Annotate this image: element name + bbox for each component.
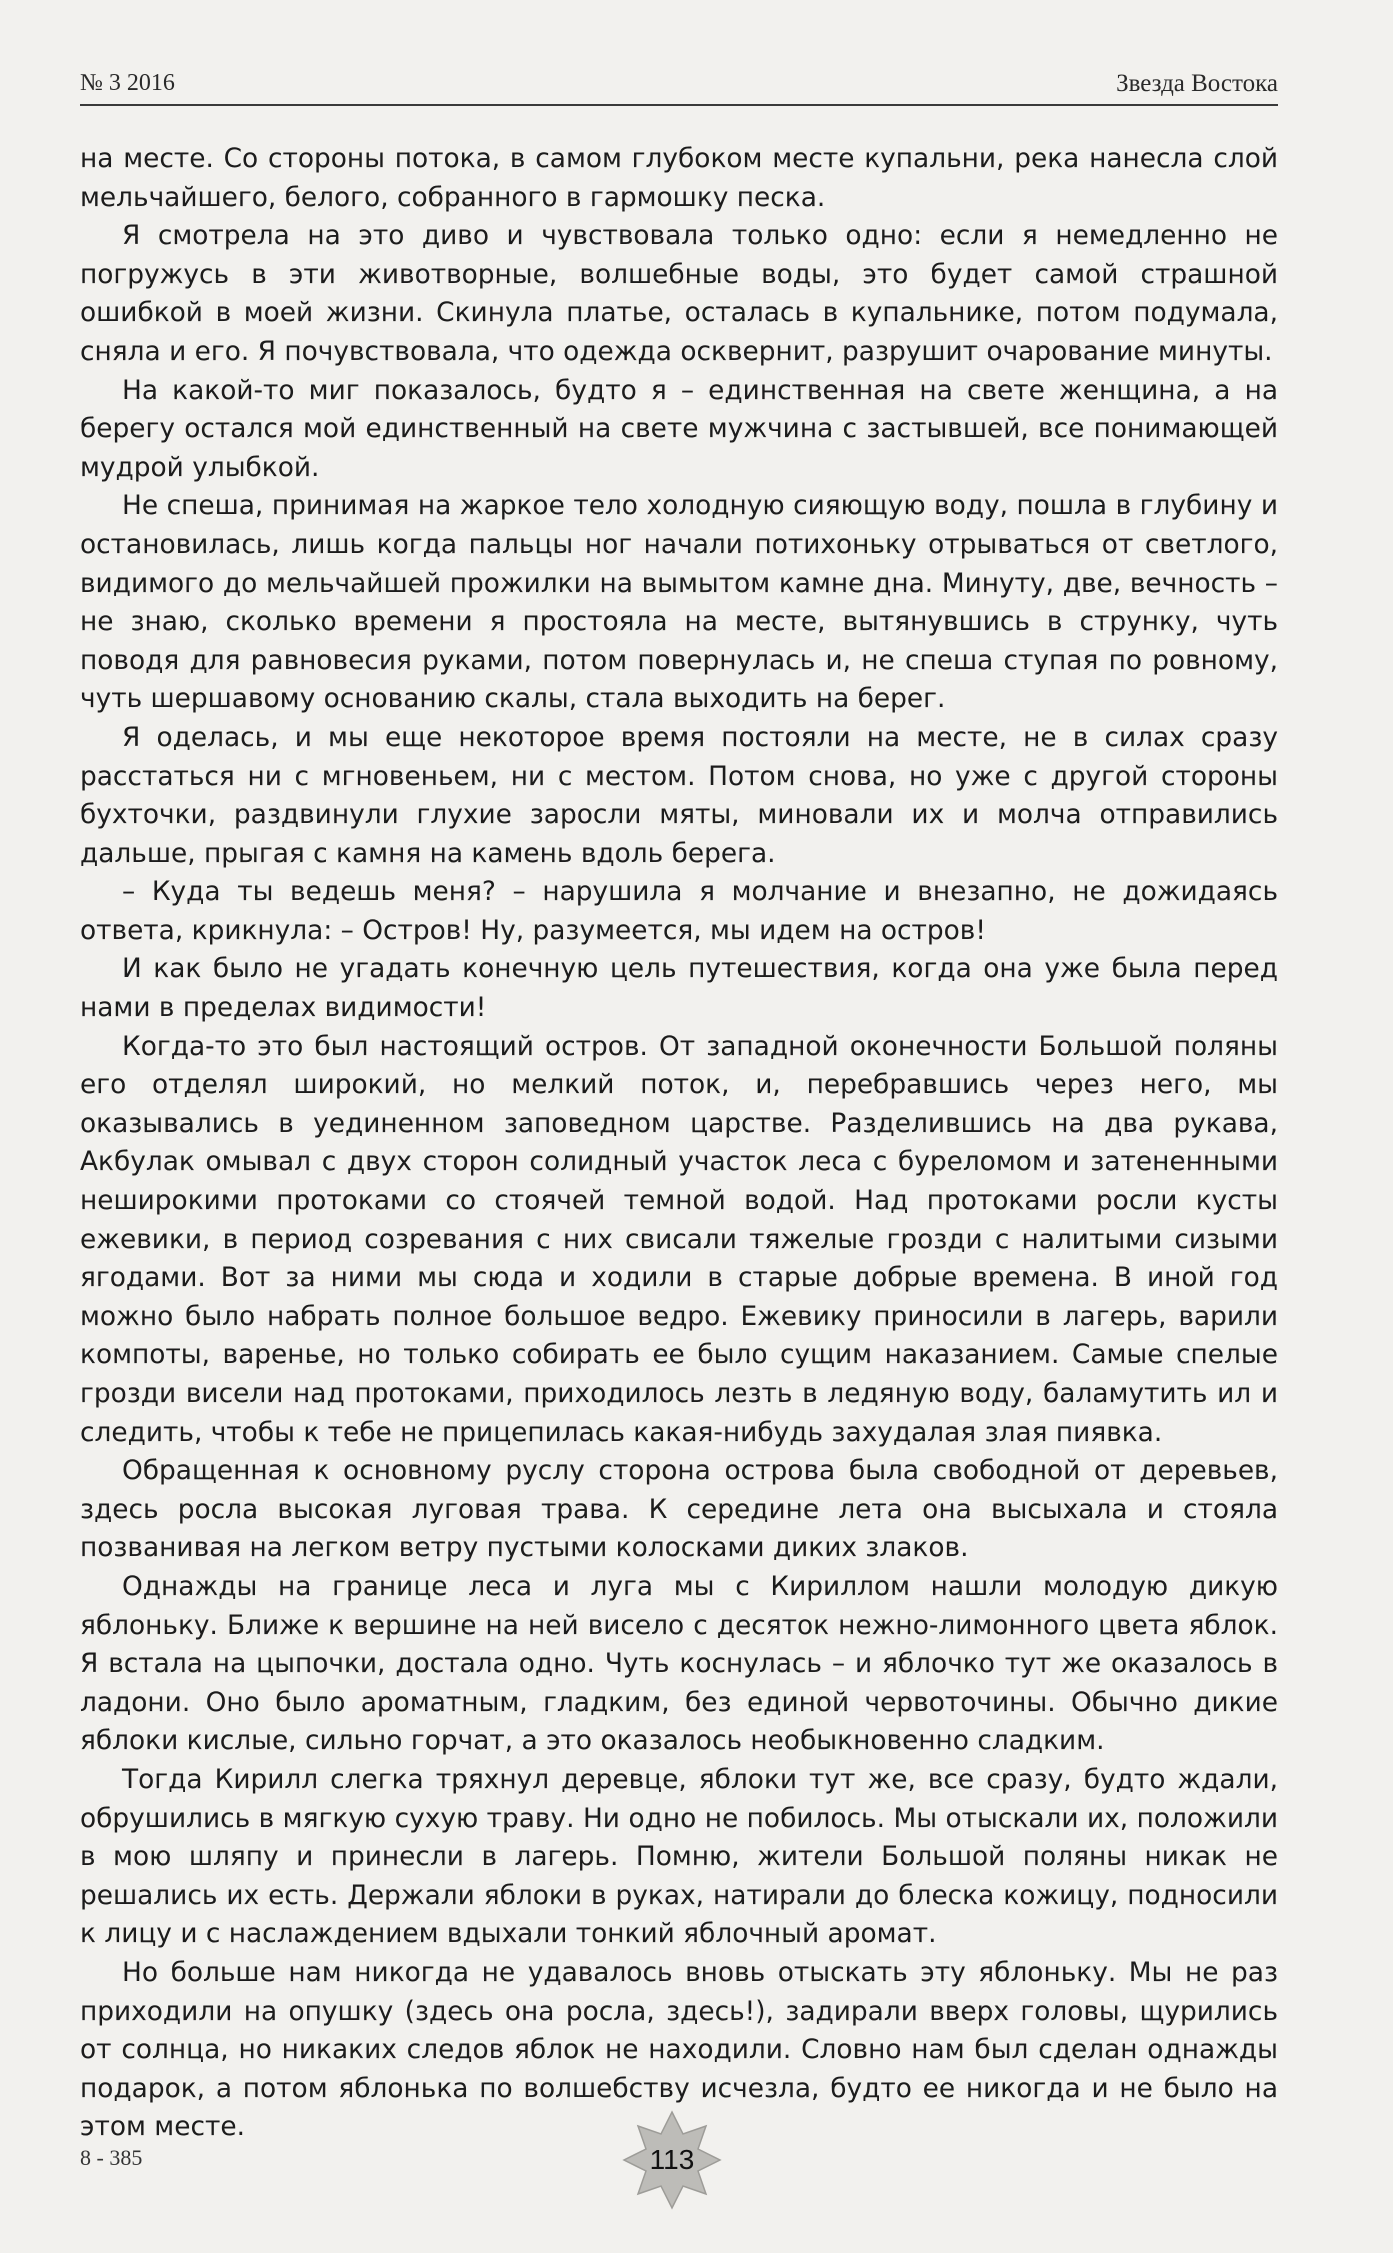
paragraph: Однажды на границе леса и луга мы с Кириллом нашли молодую дикую яблоньку. Ближе к вершине на ней висело с десяток нежно-лимонного цвета яблок. Я встала на цыпочки, достала одно. Чуть коснулась – и яблочко тут же оказалось в ладони. Оно было ароматным, гладким, без единой червоточины. Обычно дикие яблоки кислые, сильно горчат, а это оказалось необыкновенно сладким. <box>80 1570 1278 1757</box>
paragraph: На какой-то миг показалось, будто я – единственная на свете женщина, а на берегу остался мой единственный на свете мужчина с застывшей, все понимающей мудрой улыбкой. <box>80 374 1278 483</box>
signature-code: 8 - 385 <box>80 2145 143 2170</box>
paragraph: И как было не угадать конечную цель путешествия, когда она уже была перед нами в пределах видимости! <box>80 953 1278 1024</box>
page-number: 113 <box>649 2144 695 2175</box>
paragraph: Тогда Кирилл слегка тряхнул деревце, яблоки тут же, все сразу, будто ждали, обрушились в мягкую сухую траву. Ни одно не побилось. Мы отыскали их, положили в мою шляпу и принесли в лагерь. Помню, жители Большой поляны никак не решались их есть. Держали яблоки в руках, натирали до блеска кожицу, подносили к лицу и с наслаждением вдыхали тонкий яблочный аромат. <box>80 1763 1278 1950</box>
article-body <box>80 140 1278 2147</box>
page-number-badge <box>620 2108 724 2212</box>
paragraph: Обращенная к основному руслу сторона острова была свободной от деревьев, здесь росла высокая луговая трава. К середине лета она высыхала и стояла позванивая на легком ветру пустыми колосками диких злаков. <box>80 1455 1278 1564</box>
journal-title: Звезда Востока <box>1116 70 1278 97</box>
paragraph: Но больше нам никогда не удавалось вновь отыскать эту яблоньку. Мы не раз приходили на опушку (здесь она росла, здесь!), задирали вверх головы, щурились от солнца, но никаких следов яблок не находили. Словно нам был сделан однажды подарок, а потом яблонька по волшебству исчезла, будто ее никогда и не было на этом месте. <box>80 1956 1278 2143</box>
issue-info: № 3 2016 <box>80 70 175 96</box>
running-header <box>80 64 1278 106</box>
paragraph: Я оделась, и мы еще некоторое время постояли на месте, не в силах сразу расстаться ни с мгновеньем, ни с местом. Потом снова, но уже с другой стороны бухточки, раздвинули глухие заросли мяты, миновали их и молча отправились дальше, прыгая с камня на камень вдоль берега. <box>80 721 1278 869</box>
paragraph: Я смотрела на это диво и чувствовала только одно: если я немедленно не погружусь в эти животворные, волшебные воды, это будет самой страшной ошибкой в моей жизни. Скинула платье, осталась в купальнике, потом подумала, сняла и его. Я почувствовала, что одежда осквернит, разрушит очарование минуты. <box>80 220 1278 367</box>
paragraph: Когда-то это был настоящий остров. От западной оконечности Большой поляны его отделял широкий, но мелкий поток, и, перебравшись через него, мы оказывались в уединенном заповедном царстве. Разделившись на два рукава, Акбулак омывал с двух сторон солидный участок леса с буреломом и затененными неширокими протоками со стоячей темной водой. Над протоками росли кусты ежевики, в период созревания с них свисали тяжелые грозди с налитыми сизыми ягодами. Вот за ними мы сюда и ходили в старые добрые времена. В иной год можно было набрать полное большое ведро. Ежевику приносили в лагерь, варили компоты, варенье, но только собирать ее было сущим наказанием. Самые спелые грозди висели над протоками, приходилось лезть в ледяную воду, баламутить ил и следить, чтобы к тебе не прицепилась какая-нибудь захудалая злая пиявка. <box>80 1030 1278 1448</box>
paragraph: на месте. Со стороны потока, в самом глубоком месте купальни, река нанесла слой мельчайшего, белого, собранного в гармошку песка. <box>80 143 1278 213</box>
paragraph: – Куда ты ведешь меня? – нарушила я молчание и внезапно, не дожидаясь ответа, крикнула: – Остров! Ну, разумеется, мы идем на остров! <box>80 876 1278 946</box>
paragraph: Не спеша, принимая на жаркое тело холодную сияющую воду, пошла в глубину и остановилась, лишь когда пальцы ног начали потихоньку отрываться от светлого, видимого до мельчайшей прожилки на вымытом камне дна. Минуту, две, вечность – не знаю, сколько времени я простояла на месте, вытянувшись в струнку, чуть поводя для равновесия руками, потом повернулась и, не спеша ступая по ровному, чуть шершавому основанию скалы, стала выходить на берег. <box>80 490 1278 715</box>
